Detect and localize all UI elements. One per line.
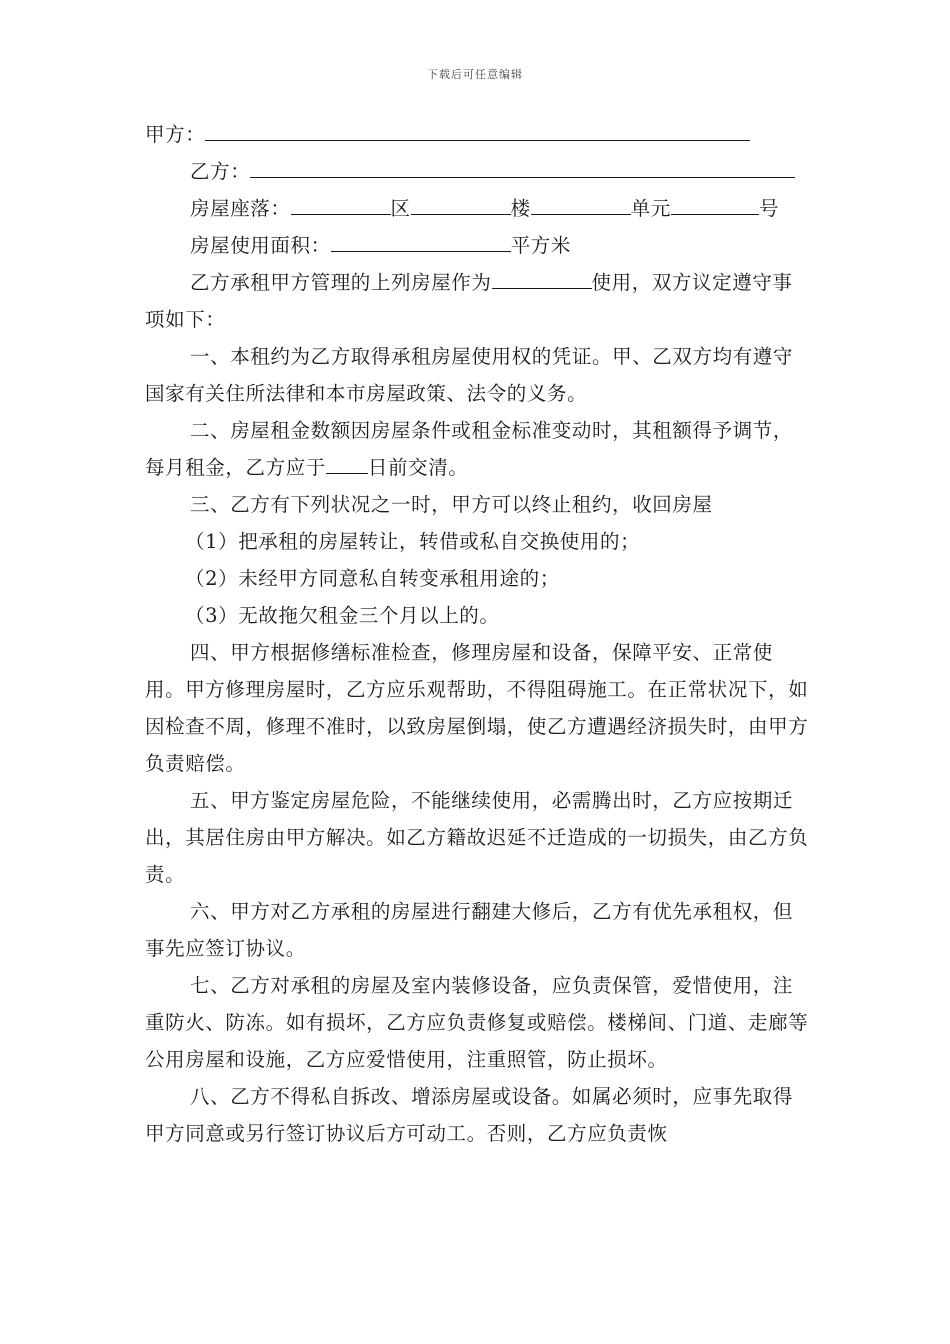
- clause-1: 一、本租约为乙方取得承租房屋使用权的凭证。甲、乙双方均有遵守国家有关住所法律和本市房屋政策、法令的义务。: [145, 345, 794, 405]
- clause-8: 八、乙方不得私自拆改、增添房屋或设备。如属必须时，应事先取得甲方同意或另行签订协议后方可动工。否则，乙方应负责恢: [145, 1085, 794, 1145]
- clause-7: 七、乙方对承租的房屋及室内装修设备，应负责保管，爱惜使用，注重防火、防冻。如有损坏，乙方应负责修复或赔偿。楼梯间、门道、走廊等公用房屋和设施，乙方应爱惜使用，注重照管，防止损坏。: [145, 974, 809, 1071]
- party-a-line: [145, 116, 810, 153]
- clause-3: 三、乙方有下列状况之一时，甲方可以终止租约，收回房屋: [190, 493, 713, 516]
- building-blank[interactable]: [411, 192, 511, 215]
- unit-blank[interactable]: [531, 192, 631, 215]
- intro-text-2: 使用，双方议定遵守事项如下：: [145, 271, 793, 331]
- area-label: 房屋使用面积：: [190, 234, 331, 257]
- location-line: [145, 190, 810, 227]
- area-blank[interactable]: [331, 229, 511, 252]
- clause-5: 五、甲方鉴定房屋危险，不能继续使用，必需腾出时，乙方应按期迁出，其居住房由甲方解决。如乙方籍故迟延不迁造成的一切损失，由乙方负责。: [145, 789, 809, 886]
- number-label: 号: [758, 197, 780, 220]
- clause-6: 六、甲方对乙方承租的房屋进行翻建大修后，乙方有优先承租权，但事先应签订协议。: [145, 900, 794, 960]
- intro-paragraph: [145, 264, 810, 338]
- party-b-line: [145, 153, 810, 190]
- party-b-blank[interactable]: [250, 155, 795, 178]
- district-label: 区: [390, 197, 411, 220]
- area-unit: 平方米: [510, 234, 572, 257]
- unit-label: 单元: [630, 197, 671, 220]
- area-line: [145, 227, 810, 264]
- usage-blank[interactable]: [492, 266, 592, 289]
- district-blank[interactable]: [291, 192, 391, 215]
- clause-3-item: （1）把承租的房屋转让，转借或私自交换使用的；: [185, 530, 641, 553]
- clause-2: [145, 412, 810, 486]
- clause-4: 四、甲方根据修缮标准检查，修理房屋和设备，保障平安、正常使用。甲方修理房屋时，乙方应乐观帮助，不得阻碍施工。在正常状况下，如因检查不周，修理不准时，以致房屋倒塌，使乙方遭遇经济损失时，由甲方负责赔偿。: [145, 641, 809, 775]
- party-b-label: 乙方：: [190, 160, 251, 183]
- location-label: 房屋座落：: [190, 197, 291, 220]
- intro-text-1: 乙方承租甲方管理的上列房屋作为: [190, 271, 492, 294]
- clause-3-item: （3）无故拖欠租金三个月以上的。: [185, 604, 500, 627]
- party-a-blank[interactable]: [205, 118, 750, 141]
- clause-2-text-1: 二、房屋租金数额因房屋条件或租金标准变动时，其租额得予调节，每月租金，乙方应于: [145, 419, 794, 479]
- building-label: 楼: [510, 197, 531, 220]
- clause-3-item: （2）未经甲方同意私自转变承租用途的；: [185, 567, 560, 590]
- rent-day-blank[interactable]: [326, 451, 368, 474]
- number-blank[interactable]: [671, 192, 759, 215]
- contract-body: [145, 116, 810, 1152]
- party-a-label: 甲方：: [145, 123, 206, 146]
- clause-2-text-2: 日前交清。: [367, 456, 469, 479]
- page-header: 下载后可任意编辑: [427, 68, 523, 81]
